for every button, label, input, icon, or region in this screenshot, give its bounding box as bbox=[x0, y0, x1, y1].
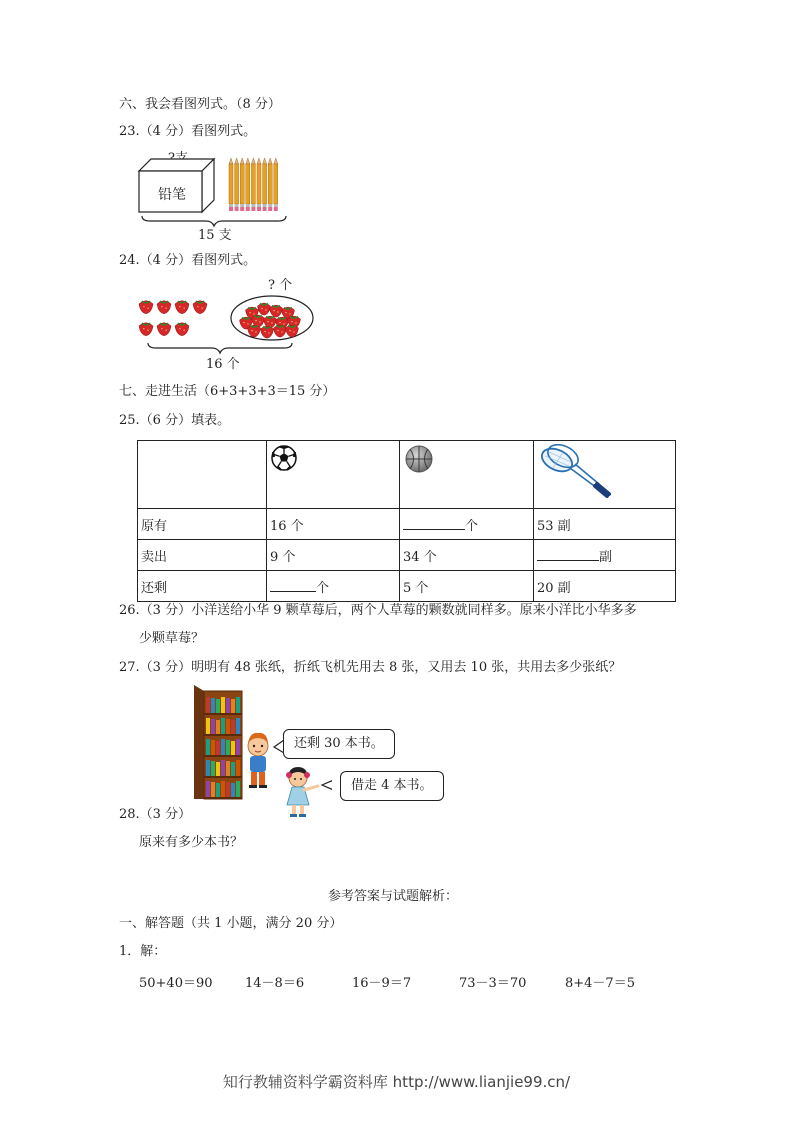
strawberry-icon bbox=[139, 301, 153, 314]
table-row-original bbox=[138, 509, 676, 540]
q24-unknown-label: ? 个 bbox=[268, 278, 293, 293]
answer-blank[interactable] bbox=[403, 518, 465, 530]
strawberries-icon bbox=[139, 301, 207, 336]
soccer-ball-icon bbox=[270, 444, 298, 472]
q24-title: 24.（4 分）看图列式。 bbox=[119, 253, 257, 268]
bookshelf-icon bbox=[194, 685, 242, 799]
q28-question: 原来有多少本书？ bbox=[139, 835, 244, 850]
pencil-icon bbox=[263, 158, 267, 211]
answer-q1-label: 1．解： bbox=[119, 944, 167, 959]
q24-total-label: 16 个 bbox=[206, 357, 240, 372]
strawberry-icon bbox=[157, 323, 171, 336]
pencil-icon bbox=[268, 158, 272, 211]
table-header-row bbox=[138, 441, 676, 509]
q27-text: 27.（3 分）明明有 48 张纸，折纸飞机先用去 8 张，又用去 10 张，共用去多少张纸？ bbox=[119, 660, 622, 675]
strawberry-pile-icon bbox=[240, 303, 301, 338]
row-label: 还剩 bbox=[138, 571, 267, 602]
cell-soccer bbox=[267, 571, 400, 602]
page-footer: 知行教辅资料学霸资料库 http://www.lianjie99.cn/ bbox=[222, 1073, 571, 1091]
pencil-icon bbox=[240, 158, 244, 211]
equation: 73－3＝70 bbox=[459, 976, 527, 991]
row-label: 原有 bbox=[138, 509, 267, 540]
badminton-racket-icon bbox=[537, 444, 617, 502]
unit: 副 bbox=[599, 549, 613, 565]
section-6-title: 六、我会看图列式。（8 分） bbox=[119, 97, 281, 112]
q26-line1: 26.（3 分）小洋送给小华 9 颗草莓后，两个人草莓的颗数就同样多。原来小洋比小华多多 bbox=[119, 603, 637, 618]
q24-figure bbox=[134, 290, 324, 346]
basketball-icon bbox=[403, 444, 435, 474]
unit: 个 bbox=[465, 518, 479, 534]
q26-line2: 少颗草莓？ bbox=[139, 631, 205, 646]
cell-soccer: 9 个 bbox=[267, 540, 400, 571]
pencil-icon bbox=[246, 158, 250, 211]
q25-table bbox=[137, 440, 676, 602]
strawberry-icon bbox=[157, 301, 171, 314]
cell-basketball bbox=[400, 509, 534, 540]
q24-brace bbox=[146, 341, 294, 355]
equation: 8+4－7＝5 bbox=[565, 976, 635, 991]
q23-total-label: 15 支 bbox=[198, 228, 232, 243]
table-row-remaining bbox=[138, 571, 676, 602]
q23-box-label: 铅笔 bbox=[158, 187, 186, 203]
strawberry-icon bbox=[175, 301, 189, 314]
q28-title: 28.（3 分） bbox=[119, 807, 192, 822]
table-corner-cell bbox=[138, 441, 267, 509]
equation: 16－9＝7 bbox=[352, 976, 412, 991]
girl-icon bbox=[286, 767, 318, 817]
pencil-icon bbox=[251, 158, 255, 211]
strawberry-icon bbox=[193, 301, 207, 314]
equation: 14－8＝6 bbox=[245, 976, 305, 991]
answer-blank[interactable] bbox=[537, 549, 599, 561]
cell-racket bbox=[534, 540, 676, 571]
pencil-icon bbox=[257, 158, 261, 211]
equation: 50+40＝90 bbox=[139, 976, 213, 991]
strawberry-icon bbox=[175, 323, 189, 336]
cell-soccer: 16 个 bbox=[267, 509, 400, 540]
pencil-icon bbox=[235, 158, 239, 211]
table-row-sold bbox=[138, 540, 676, 571]
speech-bubble-boy: 还剩 30 本书。 bbox=[283, 729, 395, 759]
q25-title: 25.（6 分）填表。 bbox=[119, 413, 231, 428]
unit: 个 bbox=[316, 580, 330, 596]
pencil-icon bbox=[229, 158, 233, 211]
q23-title: 23.（4 分）看图列式。 bbox=[119, 124, 257, 139]
boy-icon bbox=[248, 733, 268, 788]
cell-racket: 53 副 bbox=[534, 509, 676, 540]
cell-basketball: 34 个 bbox=[400, 540, 534, 571]
bubble-tail-icon bbox=[322, 779, 332, 791]
pencil-box-icon bbox=[139, 159, 214, 212]
speech-bubble-girl: 借走 4 本书。 bbox=[340, 771, 444, 801]
answer-blank[interactable] bbox=[270, 580, 316, 592]
pencil-icon bbox=[274, 158, 278, 211]
strawberry-icon bbox=[139, 323, 153, 336]
q23-brace bbox=[140, 214, 288, 228]
row-label: 卖出 bbox=[138, 540, 267, 571]
cell-basketball: 5 个 bbox=[400, 571, 534, 602]
pencils-icon bbox=[229, 158, 278, 211]
answers-section-1: 一、解答题（共 1 小题，满分 20 分） bbox=[119, 916, 343, 931]
cell-racket: 20 副 bbox=[534, 571, 676, 602]
section-7-title: 七、走进生活（6+3+3+3＝15 分） bbox=[119, 384, 336, 399]
answers-heading: 参考答案与试题解析： bbox=[328, 889, 459, 904]
